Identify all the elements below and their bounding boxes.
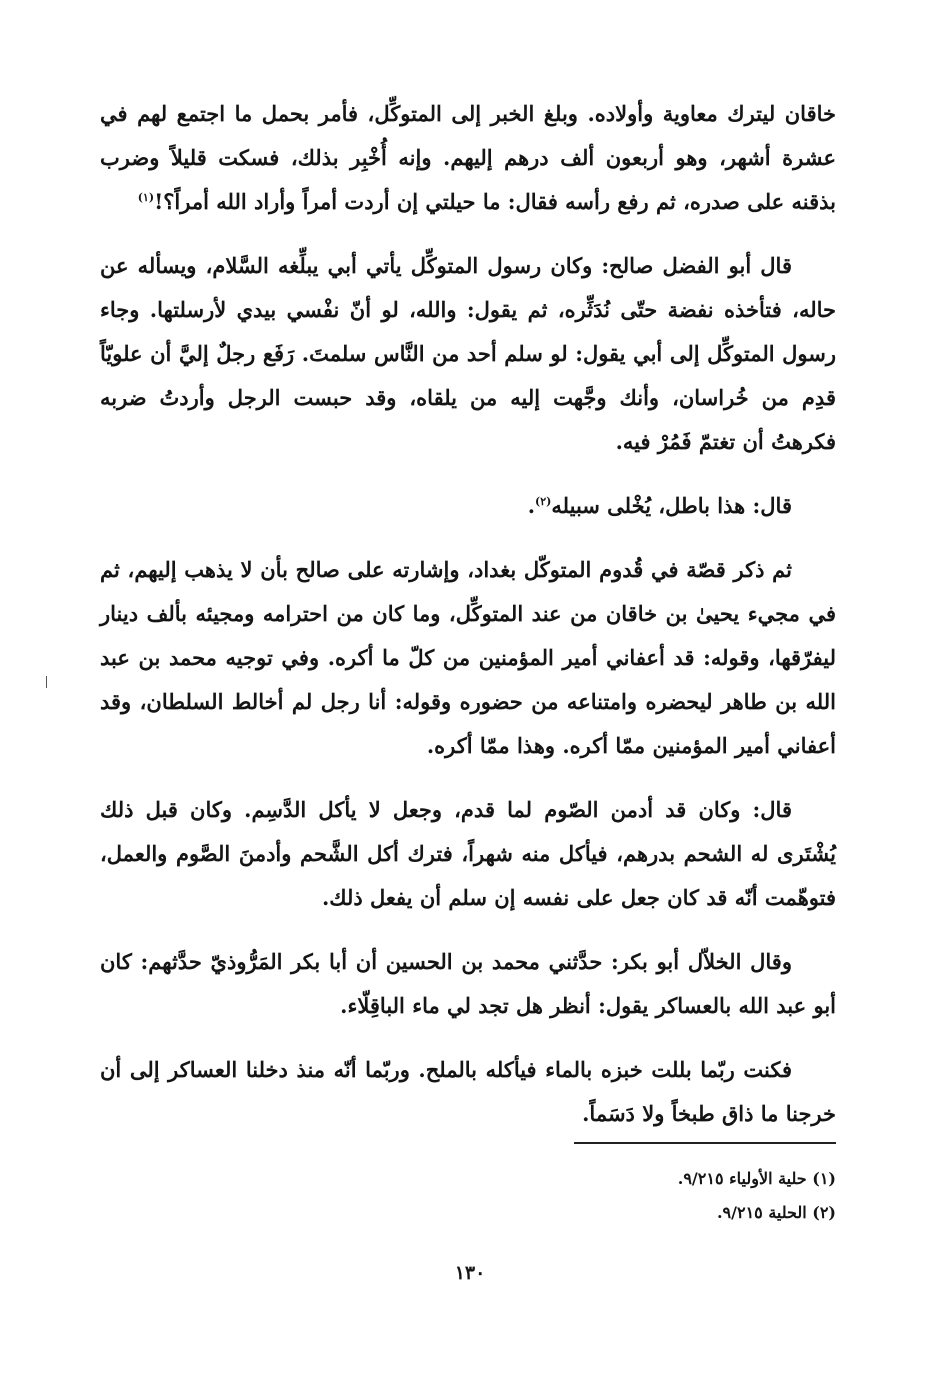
margin-mark [46,676,47,688]
paragraph-4 [100,548,836,768]
footnotes [400,1162,836,1230]
paragraph-2-text: قال أبو الفضل صالح: وكان رسول المتوكِّل يأتي أبي يبلِّغه السَّلام، ويسأله عن حاله، فتأخذه نفضة حتّى نُدَثِّره، ثم يقول: والله، لو أنّ نفْسي بيدي لأرسلتها. وجاء رسول المتوكِّل إلى أبي يقول: لو سلم أحد من النَّاس سلمتَ. رَفَع رجلٌ إليَّ أن علويّاً قدِم من خُراسان، وأنك وجَّهت إليه من يلقاه، وقد حبست الرجل وأردتُ ضربه فكرهتُ أن تغتمّ فَمُرْ فيه. [100,253,837,454]
footnote-divider [574,1142,836,1144]
paragraph-6 [100,940,836,1028]
paragraph-5-text: قال: وكان قد أدمن الصّوم لما قدم، وجعل لا يأكل الدَّسِم. وكان قبل ذلك يُشْتَرى له الشحم بدرهم، فيأكل منه شهراً، فترك أكل الشَّحم وأدمنَ الصَّوم والعمل، فتوهّمت أنّه قد كان جعل على نفسه إن سلم أن يفعل ذلك. [100,797,836,910]
paragraph-1 [100,92,836,224]
paragraph-4-text: ثم ذكر قصّة في قُدوم المتوكّل بغداد، وإشارته على صالح بأن لا يذهب إليهم، ثم في مجيء يحيىٰ بن خاقان من عند المتوكِّل، وما كان من احترامه ومجيئه بألف دينار ليفرّقها، وقوله: قد أعفاني أمير المؤمنين من كلّ ما أكره. وفي توجيه محمد بن عبد الله بن طاهر ليحضره وامتناعه من حضوره وقوله: أنا رجل لم أخالط السلطان، وقد أعفاني أمير المؤمنين ممّا أكره. وهذا ممّا أكره. [100,557,836,758]
paragraph-1-text: خاقان ليترك معاوية وأولاده. وبلغ الخبر إلى المتوكِّل، فأمر بحمل ما اجتمع لهم في عشرة أشهر، وهو أربعون ألف درهم إليهم. وإنه أُخْبِر بذلك، فسكت قليلاً وضرب بذقنه على صدره، ثم رفع رأسه فقال: ما حيلتي إن أردت أمراً وأراد الله أمراً؟! [100,101,836,214]
paragraph-7-text: فكنت ربّما بللت خبزه بالماء فيأكله بالملح. وربّما أنّه منذ دخلنا العساكر إلى أن خرجنا ما ذاق طبخاً ولا دَسَماً. [100,1057,836,1126]
footnote-ref-1: (١) [137,191,155,204]
footnote-2: (٢) الحلية ٩/٢١٥. [716,1203,836,1222]
paragraph-6-text: وقال الخلاّل أبو بكر: حدَّثني محمد بن الحسين أن أبا بكر المَرُّوذيّ حدَّثهم: كان أبو عبد الله بالعساكر يقول: أنظر هل تجد لي ماء الباقِلّاء. [100,949,836,1018]
paragraph-5 [100,788,836,920]
paragraph-3 [100,484,836,528]
footnote-ref-2: (٢) [535,495,552,508]
main-text [100,92,836,1156]
page-number: ١٣٠ [454,1262,486,1284]
paragraph-2 [100,244,836,464]
paragraph-3-text: قال: هذا باطل، يُخْلى سبيله [551,493,792,518]
paragraph-3-tail: . [527,493,536,518]
paragraph-7 [100,1048,836,1136]
footnote-1: (١) حلية الأولياء ٩/٢١٥. [677,1169,836,1188]
